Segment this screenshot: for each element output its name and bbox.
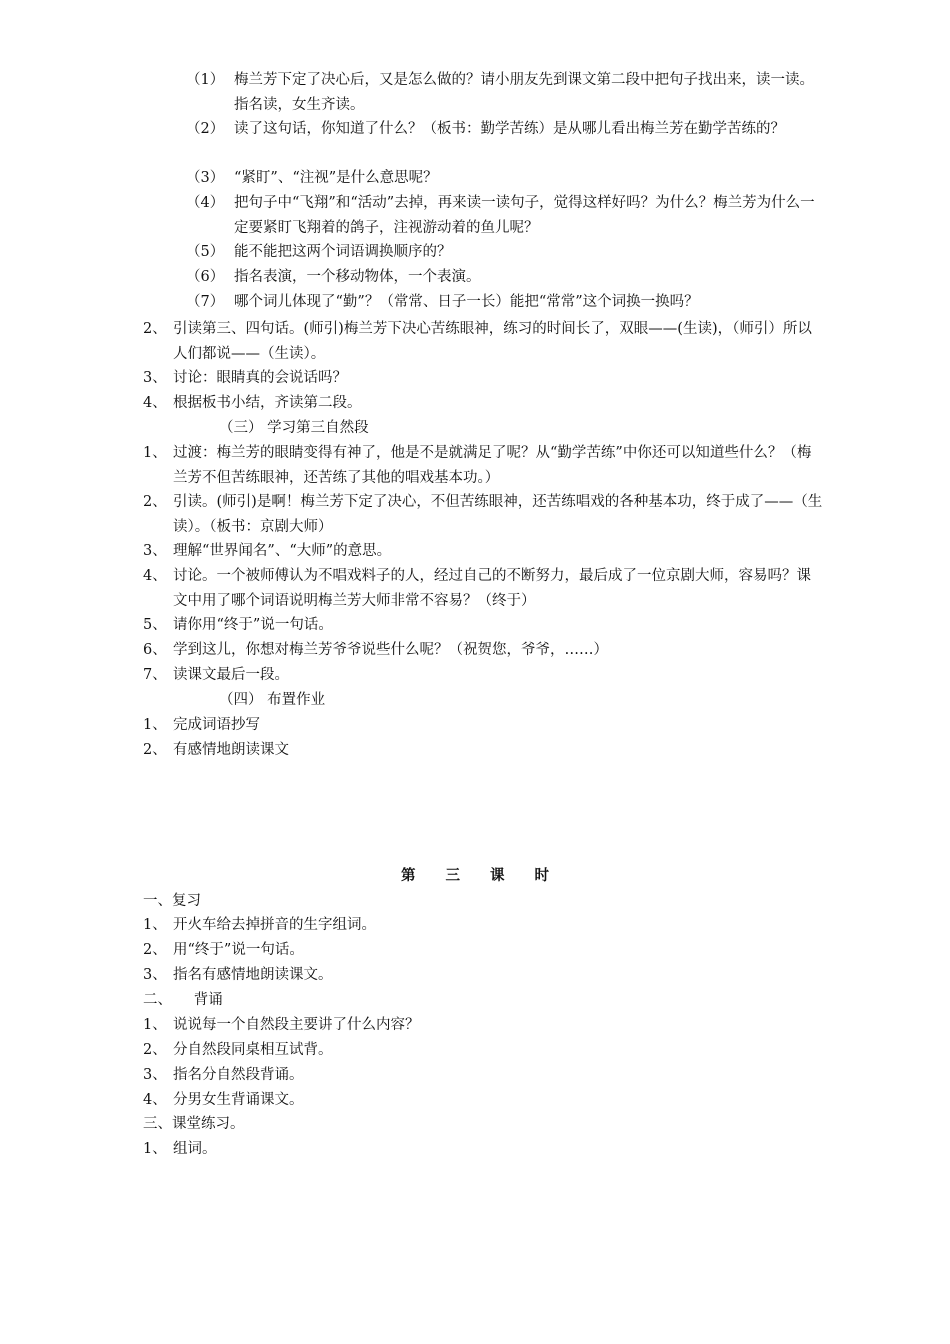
- sub-item: （1） 梅兰芳下定了决心后，又是怎么做的？请小朋友先到课文第二段中把句子找出来，读一读。指名读，女生齐读。: [186, 72, 814, 113]
- list-item: 2、 用“终于”说一句话。: [143, 942, 304, 958]
- sub-item: （2） 读了这句话，你知道了什么？（板书：勤学苦练）是从哪儿看出梅兰芳在勤学苦练的？: [186, 121, 785, 137]
- list-item: 2、 分自然段同桌相互试背。: [143, 1042, 333, 1058]
- recite-title: 二、 背诵: [143, 992, 223, 1008]
- sub-item: （7） 哪个词儿体现了“勤”？（常常、日子一长）能把“常常”这个词换一换吗？: [186, 294, 699, 310]
- list-item: 3、 指名有感情地朗读课文。: [143, 967, 333, 983]
- list-item: 4、 根据板书小结，齐读第二段。: [143, 395, 362, 411]
- list-item: 7、 读课文最后一段。: [143, 667, 289, 683]
- lesson-heading: 第三课时: [401, 867, 579, 884]
- list-item: 6、 学到这儿，你想对梅兰芳爷爷说些什么呢？（祝贺您，爷爷，……）: [143, 642, 608, 658]
- sub-item: （4） 把句子中“飞翔”和“活动”去掉，再来读一读句子，觉得这样好吗？为什么？梅兰芳为什么一定要紧盯飞翔着的鸽子，注视游动着的鱼儿呢？: [186, 195, 815, 236]
- review-title: 一、复习: [143, 893, 201, 909]
- section-title: （三） 学习第三自然段: [219, 420, 369, 436]
- list-item: 5、 请你用“终于”说一句话。: [143, 617, 333, 633]
- sub-item: （5） 能不能把这两个词语调换顺序的？: [186, 244, 452, 260]
- list-item: 2、 引读。(师引)是啊！梅兰芳下定了决心，不但苦练眼神，还苦练唱戏的各种基本功，终于成了——（生读）。（板书：京剧大师）: [143, 494, 823, 535]
- list-item: 4、 分男女生背诵课文。: [143, 1092, 304, 1108]
- list-item: 1、 说说每一个自然段主要讲了什么内容？: [143, 1017, 420, 1033]
- list-item: 1、 组词。: [143, 1141, 217, 1157]
- list-item: 3、 指名分自然段背诵。: [143, 1067, 304, 1083]
- section-title: （四） 布置作业: [219, 692, 326, 708]
- list-item: 1、 开火车给去掉拼音的生字组词。: [143, 917, 376, 933]
- list-item: 3、 理解“世界闻名”、“大师”的意思。: [143, 543, 392, 559]
- list-item: 1、 过渡：梅兰芳的眼睛变得有神了，他是不是就满足了呢？从“勤学苦练”中你还可以知道些什么？（梅兰芳不但苦练眼神，还苦练了其他的唱戏基本功。）: [143, 445, 812, 486]
- sub-item: （6） 指名表演，一个移动物体，一个表演。: [186, 269, 481, 285]
- list-item: 3、 讨论：眼睛真的会说话吗？: [143, 370, 347, 386]
- list-item: 4、 讨论。一个被师傅认为不唱戏料子的人，经过自己的不断努力，最后成了一位京剧大师，容易吗？课文中用了哪个词语说明梅兰芳大师非常不容易？（终于）: [143, 568, 811, 609]
- list-item: 2、 有感情地朗读课文: [143, 742, 289, 758]
- list-item: 1、 完成词语抄写: [143, 717, 260, 733]
- list-item: 2、 引读第三、四句话。(师引)梅兰芳下决心苦练眼神，练习的时间长了，双眼——(生读)，（师引）所以人们都说——（生读）。: [143, 321, 812, 362]
- practice-title: 三、课堂练习。: [143, 1116, 245, 1132]
- sub-item: （3） “紧盯”、“注视”是什么意思呢？: [186, 170, 438, 186]
